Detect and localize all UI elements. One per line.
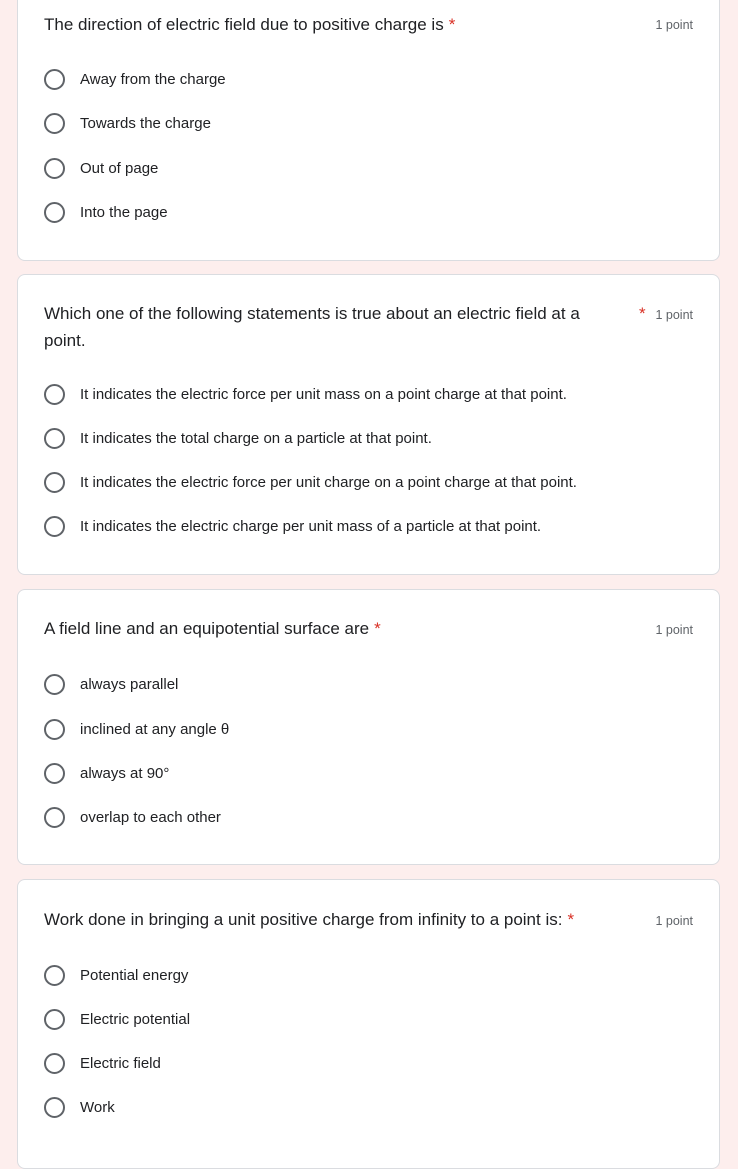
radio-button[interactable] — [44, 202, 65, 223]
option-label: It indicates the electric charge per unit mass of a particle at that point. — [80, 517, 542, 535]
points-label: 1 point — [655, 623, 693, 637]
radio-button[interactable] — [44, 1009, 65, 1030]
required-asterisk: * — [374, 619, 381, 638]
question-card-1 — [17, 0, 720, 261]
option-always-parallel[interactable] — [44, 672, 178, 696]
question-text: Which one of the following statements is true about an electric field at a point. — [44, 304, 580, 350]
option-label: always parallel — [80, 675, 179, 693]
option-potential-energy[interactable] — [44, 963, 188, 987]
question-text: The direction of electric field due to positive charge is — [44, 15, 444, 34]
radio-button[interactable] — [44, 428, 65, 449]
radio-button[interactable] — [44, 384, 65, 405]
option-label: inclined at any angle θ — [80, 720, 230, 738]
radio-button[interactable] — [44, 1097, 65, 1118]
points-label: 1 point — [655, 308, 693, 322]
option-label: Away from the charge — [80, 70, 226, 88]
option-towards-charge[interactable] — [44, 111, 211, 135]
option-label: Potential energy — [80, 966, 189, 984]
option-label: Work — [80, 1098, 115, 1116]
points-label: 1 point — [655, 18, 693, 32]
option-label: It indicates the total charge on a particle at that point. — [80, 429, 432, 447]
question-title — [44, 906, 574, 933]
required-asterisk: * — [639, 304, 646, 323]
question-text: A field line and an equipotential surface are — [44, 619, 370, 638]
option-label: Towards the charge — [80, 114, 211, 132]
option-charge-per-unit-mass[interactable] — [44, 514, 541, 538]
option-label: It indicates the electric force per unit charge on a point charge at that point. — [80, 473, 577, 491]
option-label: overlap to each other — [80, 808, 221, 826]
radio-button[interactable] — [44, 158, 65, 179]
radio-button[interactable] — [44, 965, 65, 986]
option-total-charge[interactable] — [44, 426, 432, 450]
question-title — [44, 11, 455, 38]
required-asterisk: * — [448, 15, 456, 34]
option-label: Electric potential — [80, 1010, 191, 1028]
radio-button[interactable] — [44, 69, 65, 90]
radio-button[interactable] — [44, 516, 65, 537]
question-card-3 — [17, 589, 720, 865]
option-work[interactable] — [44, 1095, 115, 1119]
option-force-per-unit-charge[interactable] — [44, 470, 577, 494]
option-inclined-any-angle[interactable] — [44, 717, 229, 741]
points-label: 1 point — [655, 914, 693, 928]
option-electric-field[interactable] — [44, 1051, 161, 1075]
question-title — [44, 615, 381, 642]
option-into-page[interactable] — [44, 200, 168, 224]
radio-button[interactable] — [44, 472, 65, 493]
option-label: Out of page — [80, 159, 159, 177]
option-electric-potential[interactable] — [44, 1007, 190, 1031]
radio-button[interactable] — [44, 674, 65, 695]
option-always-90-degrees[interactable] — [44, 761, 169, 785]
radio-button[interactable] — [44, 113, 65, 134]
option-label: always at 90° — [80, 764, 170, 782]
option-overlap[interactable] — [44, 805, 221, 829]
question-text: Work done in bringing a unit positive charge from infinity to a point is: — [44, 910, 563, 929]
radio-button[interactable] — [44, 719, 65, 740]
radio-button[interactable] — [44, 1053, 65, 1074]
option-label: It indicates the electric force per unit mass on a point charge at that point. — [80, 385, 567, 403]
question-card-2 — [17, 274, 720, 575]
option-label: Into the page — [80, 203, 168, 221]
radio-button[interactable] — [44, 807, 65, 828]
option-away-from-charge[interactable] — [44, 67, 226, 91]
option-force-per-unit-mass[interactable] — [44, 382, 567, 406]
question-card-4 — [17, 879, 720, 1169]
option-label: Electric field — [80, 1054, 161, 1072]
option-out-of-page[interactable] — [44, 156, 158, 180]
required-asterisk: * — [567, 910, 575, 929]
radio-button[interactable] — [44, 763, 65, 784]
